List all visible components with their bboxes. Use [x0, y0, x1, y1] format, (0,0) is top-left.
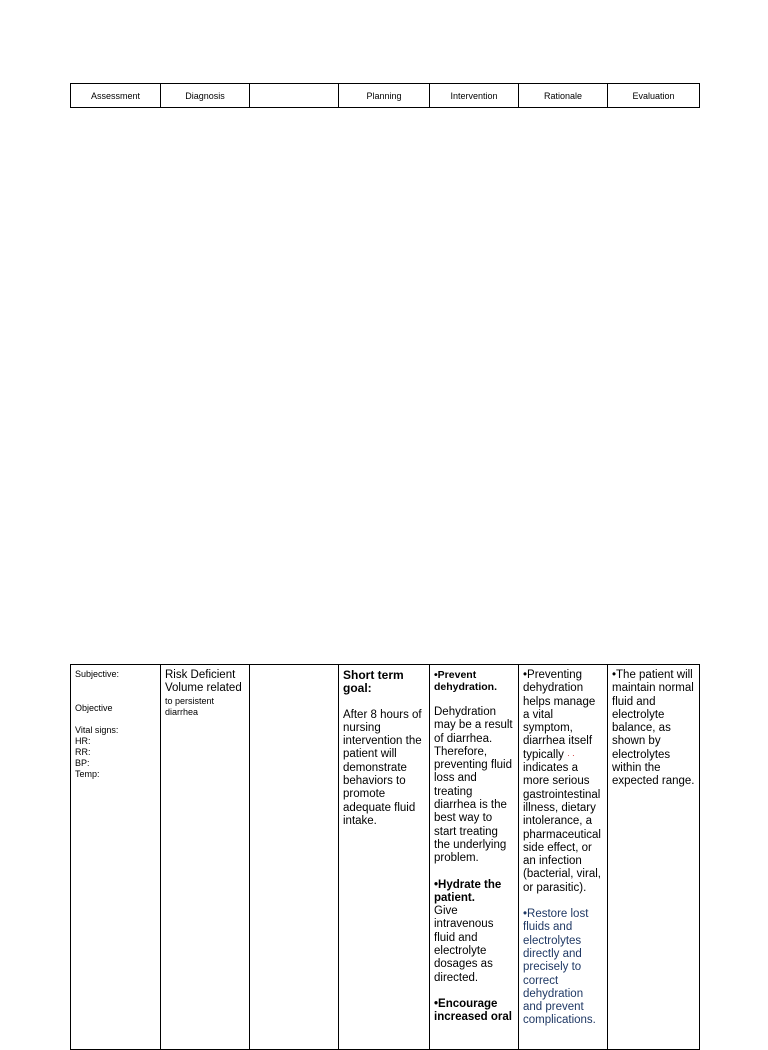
red-mark-icon: · · — [567, 750, 575, 760]
care-plan-header-table — [70, 83, 700, 108]
planning-cell — [339, 665, 430, 1050]
intervention-1-text: Dehydration may be a result of diarrhea. Therefore, preventing fluid loss and treating diarrhea is the best way to start treating the underlying problem. — [434, 706, 513, 865]
diagnosis-detail: to persistent diarrhea — [165, 695, 215, 717]
objective-label: Objective — [75, 703, 113, 713]
evaluation-cell — [608, 665, 700, 1050]
diagnosis-cell — [161, 665, 250, 1050]
rationale-1-text-a — [523, 669, 603, 762]
intervention-2-text: Give intravenous fluid and electrolyte dosages as directed. — [434, 905, 494, 984]
header-diagnosis: Diagnosis — [161, 84, 250, 108]
header-blank — [250, 84, 339, 108]
rationale-2-text: •Restore lost fluids and electrolytes directly and precisely to correct dehydration and prevent complications. — [523, 908, 596, 1027]
header-assessment: Assessment — [71, 84, 161, 108]
rationale-1-a: •Preventing dehydration helps manage a vital symptom, diarrhea itself typically — [523, 669, 596, 761]
intervention-1-title: •Prevent dehydration. — [434, 669, 498, 693]
hr-label: HR: — [75, 736, 91, 746]
temp-label: Temp: — [75, 769, 100, 779]
care-plan-body-table — [70, 664, 700, 1050]
intervention-2-title: •Hydrate the patient. — [434, 878, 502, 904]
evaluation-text: •The patient will maintain normal fluid and electrolyte balance, as shown by electrolytes within the expected range. — [612, 669, 695, 788]
subjective-label: Subjective: — [75, 669, 120, 679]
header-evaluation: Evaluation — [608, 84, 700, 108]
care-plan-row — [71, 665, 700, 1050]
header-rationale: Rationale — [519, 84, 608, 108]
vital-signs-label: Vital signs: — [75, 725, 119, 735]
bp-label: BP: — [75, 758, 90, 768]
blank-cell — [250, 665, 339, 1050]
short-term-goal-title: Short term goal: — [343, 668, 404, 696]
rr-label: RR: — [75, 747, 91, 757]
header-intervention: Intervention — [430, 84, 519, 108]
rationale-cell — [519, 665, 608, 1050]
header-row — [71, 84, 700, 108]
assessment-cell — [71, 665, 161, 1050]
header-planning: Planning — [339, 84, 430, 108]
rationale-1-text-b: indicates a more serious gastrointestinal illness, dietary intolerance, a pharmaceutical side effect, or an infection (bacterial, viral, or parasitic). — [523, 762, 601, 894]
intervention-3-title: •Encourage increased oral — [434, 997, 512, 1024]
intervention-cell — [430, 665, 519, 1050]
diagnosis-main: Risk Deficient Volume related — [165, 669, 242, 695]
short-term-goal-text: After 8 hours of nursing intervention the patient will demonstrate behaviors to promote adequate fluid intake. — [343, 708, 422, 827]
